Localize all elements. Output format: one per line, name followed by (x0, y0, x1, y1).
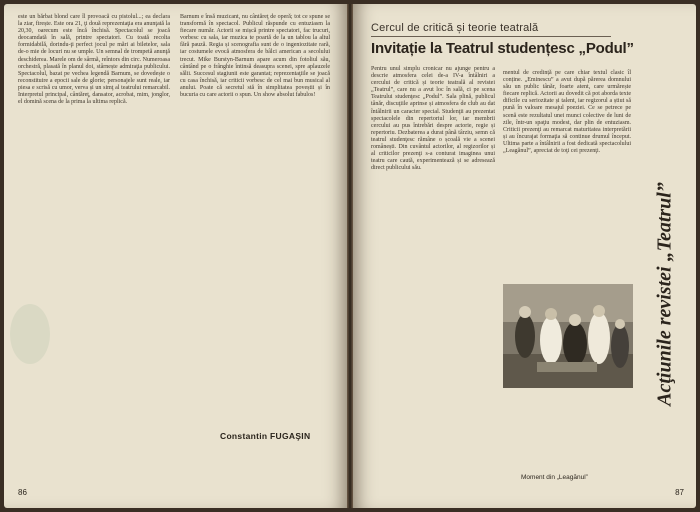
left-page (4, 4, 347, 508)
page-number-right: 87 (675, 488, 684, 497)
magazine-spread (4, 4, 696, 508)
vertical-section-heading (645, 154, 685, 434)
right-column-2-text: mentul de credință pe care chiar textul clasic îl conține. „Eminescu” a avut după părerea domnului său un public tânăr, foarte atent, care urmărește fiecare replică. Actorii au dovedit că pot aborda texte dificile cu seriozitate și talent, iar regizorul a știut să pună în valoare mesajul poeziei. Ce se petrece pe scenă este rezultatul unei munci colective de luni de zile, într-un spaţiu modest, dar plin de entuziasm. Criticii prezenţi au remarcat maturitatea interpretării și au încurajat formaţia să continue drumul început. Ultima parte a întâlnirii a fost dedicată spectacolului „Leagănul”, apreciat de toţi cei prezenţi. (503, 70, 633, 155)
stage-photo-image (503, 284, 633, 388)
right-column-1-text: Pentru unul simplu cronicar nu ajunge pentru a descrie atmosfera celei de-a IV-a întâlniri a cercului de critică și teorie teatrală al revistei „Teatrul”, care nu a avut loc în sală, ci pe scena Teatrului studenţesc „Podul”. Sala plină, publicul tânăr, discuţiile aprinse și atmosfera de club au dat întâlnirii un caracter special. Studenţii au prezentat spectacolele din repertoriul lor, iar membrii cercului au pus întrebări despre actorie, regie și repertoriu. Dezbaterea a durat până târziu, semn că teatrul studenţesc rămâne o școală vie a scenei românești. Din cuvântul actorilor, al regizorilor și al criticilor prezenţi s-a conturat imaginea unui teatru care caută, experimentează și se adresează direct publicului său. (371, 66, 497, 172)
stage-photo (503, 284, 633, 388)
author-signature: Constantin FUGAŞIN (220, 431, 311, 441)
right-page (353, 4, 696, 508)
article-title: Invitație la Teatrul studențesc „Podul” (371, 40, 634, 57)
header-divider (371, 36, 611, 37)
left-column-2 (180, 14, 330, 434)
page-number-left: 86 (18, 488, 27, 497)
right-column-1 (371, 66, 495, 484)
left-column-2-text: Barnum e însă muzicant, nu cântăreţ de operă; tot ce spune se transformă în spectacol. Publicul răspunde cu entuziasm la fiecare număr. Actorii se mișcă printre spectatori, fac trucuri, vorbesc cu sala, iar muzica te poartă de la un tablou la altul fără pauză. Regia și scenografia sunt de o ingeniozitate rară, iar costumele evocă atmosfera de bâlci american a secolului trecut. Mike Burstyn-Barnum apare acum din fotoliul său, cântând pe o frânghie întinsă deasupra scenei, spre aplauzele sălii. Succesul stagiunii este garantat; reprezentaţiile se joacă cu casa închisă, iar criticii vorbesc de cel mai bun musical al anului. Poate că secretul stă în simplitatea poveștii și în bucuria cu care actorii o spun. Un show absolut fabulos! (180, 14, 332, 99)
section-header: Cercul de critică și teorie teatrală (371, 22, 539, 34)
left-column-1-text: este un bărbat blond care îl provoacă cu pistolul...; ea declara la ziar, firește. Este ora 21, ţi două reprezentaţia era anunţată la 20,30, oarecum este încă închisă. Spectacolul se joacă deocamdată în sală, printre spectatori. Cu toată recolta formidabilă, dorindu-ţi perfect jocul pe mări ai biletelor, sala de-o mie de locuri nu se umple. Un semnal de trompetă anunţă deschiderea. Marele om de sârmă, reîntors din circ. Numeroasa orchestră, plasată în planul doi, stârnește admiraţia publicului. Spectacolul, bazat pe vechea legendă Barnum, se dovedește o reconstituire a epocii sale de glorie; personajele sunt reale, iar piesa e scrisă cu umor, verva și un simţ al teatrului remarcabil. Interpretul principal, cântăreţ, dansator, acrobat, mim, jonglor, el domină scena de la prima la ultima replică. (18, 14, 172, 106)
left-column-1 (18, 14, 170, 454)
right-column-2 (503, 70, 631, 280)
photo-caption: Moment din „Leagănul” (521, 474, 588, 481)
vertical-heading-text: Acţiunile revistei „Teatrul” (653, 182, 676, 406)
